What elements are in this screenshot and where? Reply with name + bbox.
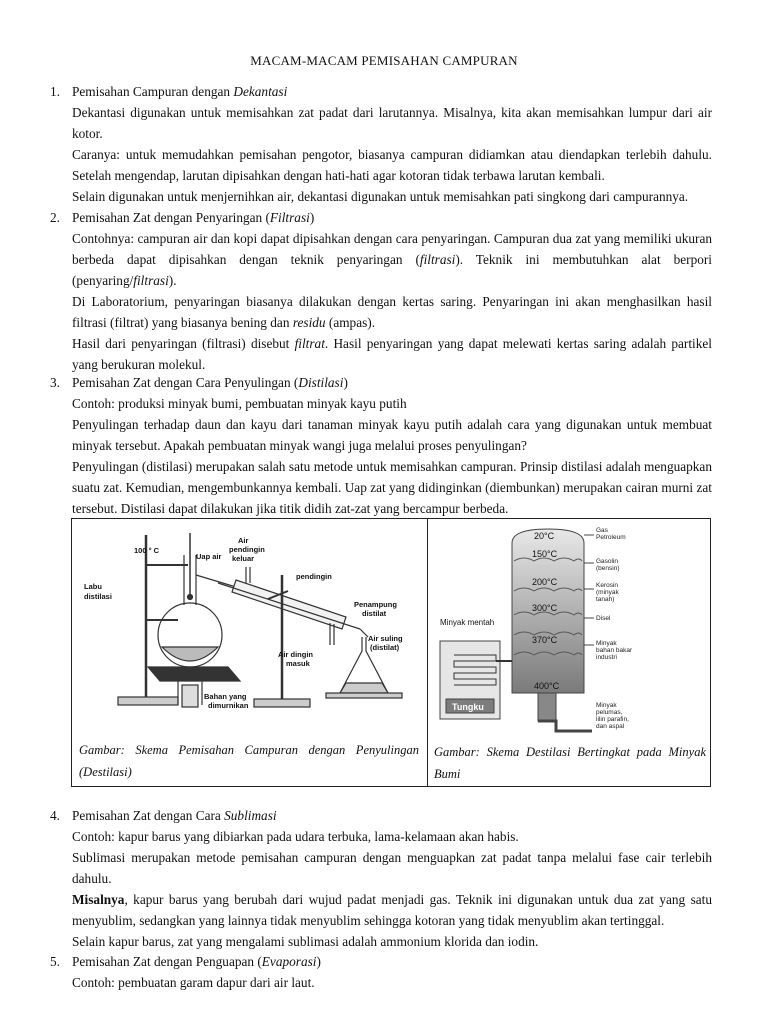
section-dekantasi xyxy=(50,81,712,207)
label-pelumas: lilin parafin, xyxy=(596,716,629,723)
document-title: MACAM-MACAM PEMISAHAN CAMPURAN xyxy=(250,53,518,68)
heading-text-end: ) xyxy=(343,375,348,390)
tower-temp: 300°C xyxy=(532,603,558,613)
section-number: 4. xyxy=(50,808,60,823)
paragraph xyxy=(72,889,712,931)
section-number: 5. xyxy=(50,954,60,969)
label-gasolin: Gasolin xyxy=(596,558,619,565)
tower-temp: 20°C xyxy=(534,531,555,541)
label-penampung: Penampung xyxy=(354,600,397,609)
tower-temp: 400°C xyxy=(534,681,560,691)
section-evaporasi xyxy=(50,951,712,993)
text-run: . Hasil penyaringan yang dapat melewati kertas saring adalah partikel yang berukuran molekul. xyxy=(72,336,712,372)
section-number: 2. xyxy=(50,210,60,225)
heading-term: Sublimasi xyxy=(224,808,277,823)
tower-temp: 150°C xyxy=(532,549,558,559)
label-air-suling: (distilat) xyxy=(370,643,400,652)
label-penampung: distilat xyxy=(362,609,387,618)
label-pelumas: Minyak xyxy=(596,702,617,709)
text-run: Contohnya: campuran air dan kopi dapat dipisahkan dengan cara penyaringan. Campuran dua zat yang memiliki ukuran berbeda dapat dipisahkan dengan teknik penyaringan ( xyxy=(72,231,712,267)
table-divider xyxy=(427,519,428,786)
text-run: (ampas). xyxy=(325,315,376,330)
section-heading xyxy=(50,951,712,972)
text-run: ). Teknik ini membutuhkan alat berpori (penyaring/ xyxy=(72,252,712,288)
label-air-keluar: Air xyxy=(238,536,249,545)
label-pelumas: dan aspal xyxy=(596,723,625,730)
section-number: 1. xyxy=(50,84,60,99)
label-bahan: dimurnikan xyxy=(208,701,249,710)
label-temperature: 100 ° C xyxy=(134,546,160,555)
heading-text: Pemisahan Zat dengan Penyaringan ( xyxy=(72,210,270,225)
section-heading xyxy=(50,805,712,826)
paragraph: Selain kapur barus, zat yang mengalami sublimasi adalah ammonium klorida dan iodin. xyxy=(72,934,539,949)
heading-term: Distilasi xyxy=(298,375,344,390)
heading-term: Filtrasi xyxy=(269,210,310,225)
paragraph xyxy=(72,291,712,333)
heading-text: Pemisahan Campuran dengan xyxy=(72,84,234,99)
section-heading xyxy=(50,372,712,393)
section-heading xyxy=(50,81,712,102)
paragraph: Contoh: kapur barus yang dibiarkan pada udara terbuka, lama-kelamaan akan habis. xyxy=(72,829,519,844)
term: residu xyxy=(292,315,326,330)
figure-table xyxy=(71,518,711,787)
label-uap-air: Uap air xyxy=(196,552,222,561)
bold-term: Misalnya xyxy=(72,892,125,907)
label-air-masuk: Air dingin xyxy=(278,650,313,659)
section-filtrasi xyxy=(50,207,712,375)
label-kerosin: tanah) xyxy=(596,596,615,603)
tower-temp: 370°C xyxy=(532,635,558,645)
paragraph: Contoh: pembuatan garam dapur dari air laut. xyxy=(72,975,315,990)
figure-caption-right: Gambar: Skema Destilasi Bertingkat pada Minyak Bumi xyxy=(434,745,706,781)
label-kerosin: Kerosin xyxy=(596,582,619,589)
heading-text-end: ) xyxy=(316,954,321,969)
tower-temp: 200°C xyxy=(532,577,558,587)
heading-term: Dekantasi xyxy=(233,84,288,99)
label-kerosin: (minyak xyxy=(596,589,619,596)
distillation-apparatus-diagram xyxy=(78,525,418,740)
label-gasolin: (bensin) xyxy=(596,565,620,572)
figure-caption-left: Gambar: Skema Pemisahan Campuran dengan Penyulingan (Destilasi) xyxy=(79,743,419,779)
label-minyak-bahan: bahan bakar xyxy=(596,647,633,654)
label-gas: Petroleum xyxy=(596,534,626,541)
paragraph: Sublimasi merupakan metode pemisahan campuran dengan menguapkan zat padat tanpa melalui fase cair terlebih dahulu. xyxy=(72,850,712,886)
heading-term: Evaporasi xyxy=(261,954,317,969)
label-labu: distilasi xyxy=(84,592,112,601)
paragraph xyxy=(72,228,712,291)
text-run: ). xyxy=(168,273,177,288)
label-minyak-mentah: Minyak mentah xyxy=(440,618,495,627)
label-bahan: Bahan yang xyxy=(204,692,247,701)
paragraph xyxy=(72,333,712,375)
text-run: Di Laboratorium, penyaringan biasanya dilakukan dengan kertas saring. Penyaringan ini akan menghasilkan hasil filtrasi (filtrat) yang biasanya bening dan xyxy=(72,294,712,330)
section-sublimasi xyxy=(50,805,712,952)
label-pelumas: pelumas, xyxy=(596,709,623,716)
term: filtrat xyxy=(294,336,325,351)
paragraph: Caranya: untuk memudahkan pemisahan pengotor, biasanya campuran didiamkan atau diendapkan terlebih dahulu. Setelah mengendap, larutan dipisahkan dengan hati-hati agar kotoran tidak terbawa larutan kembali. xyxy=(72,147,712,183)
section-heading xyxy=(50,207,712,228)
text-run: , kapur barus yang berubah dari wujud padat menjadi gas. Teknik ini digunakan untuk dua zat yang satu menyublim, sedangkan yang lainnya tidak menyublim sehingga kotoran yang tidak menyublim akan tertinggal. xyxy=(72,892,712,928)
label-disel: Disel xyxy=(596,615,611,622)
label-labu: Labu xyxy=(84,582,102,591)
label-pendingin: pendingin xyxy=(296,572,332,581)
section-number: 3. xyxy=(50,375,60,390)
section-distilasi xyxy=(50,372,712,519)
text-run: Hasil dari penyaringan (filtrasi) disebut xyxy=(72,336,295,351)
heading-text: Pemisahan Zat dengan Penguapan ( xyxy=(72,954,262,969)
label-air-suling: Air suling xyxy=(368,634,403,643)
term: filtrasi xyxy=(133,273,169,288)
label-air-keluar: keluar xyxy=(232,554,255,563)
paragraph: Dekantasi digunakan untuk memisahkan zat padat dari larutannya. Misalnya, kita akan memisahkan lumpur dari air kotor. xyxy=(72,105,712,141)
heading-text: Pemisahan Zat dengan Cara xyxy=(72,808,225,823)
label-gas: Gas xyxy=(596,527,608,534)
label-minyak-bahan: Minyak xyxy=(596,640,617,647)
label-air-keluar: pendingin xyxy=(229,545,265,554)
label-minyak-bahan: industri xyxy=(596,654,617,661)
heading-text-end: ) xyxy=(309,210,315,225)
label-tungku: Tungku xyxy=(452,702,484,712)
paragraph: Contoh: produksi minyak bumi, pembuatan minyak kayu putih xyxy=(72,396,407,411)
paragraph: Selain digunakan untuk menjernihkan air, dekantasi digunakan untuk memisahkan pati singkong dari campurannya. xyxy=(72,189,689,204)
paragraph: Penyulingan terhadap daun dan kayu dari tanaman minyak kayu putih adalah cara yang digunakan untuk membuat minyak tersebut. Apakah pembuatan minyak wangi juga melalui proses penyulingan? xyxy=(72,417,712,453)
term: filtrasi xyxy=(419,252,456,267)
label-air-masuk: masuk xyxy=(286,659,310,668)
paragraph: Penyulingan (distilasi) merupakan salah satu metode untuk memisahkan campuran. Prinsip distilasi adalah menguapkan suatu zat. Kemudian, mengembunkannya kembali. Uap zat yang didinginkan (diembunkan) merupakan cairan murni zat tersebut. Distilasi dapat dilakukan jika titik didih zat-zat yang bercampur berbeda. xyxy=(72,459,712,516)
heading-text: Pemisahan Zat dengan Cara Penyulingan ( xyxy=(72,375,299,390)
fractional-distillation-diagram xyxy=(434,523,704,741)
